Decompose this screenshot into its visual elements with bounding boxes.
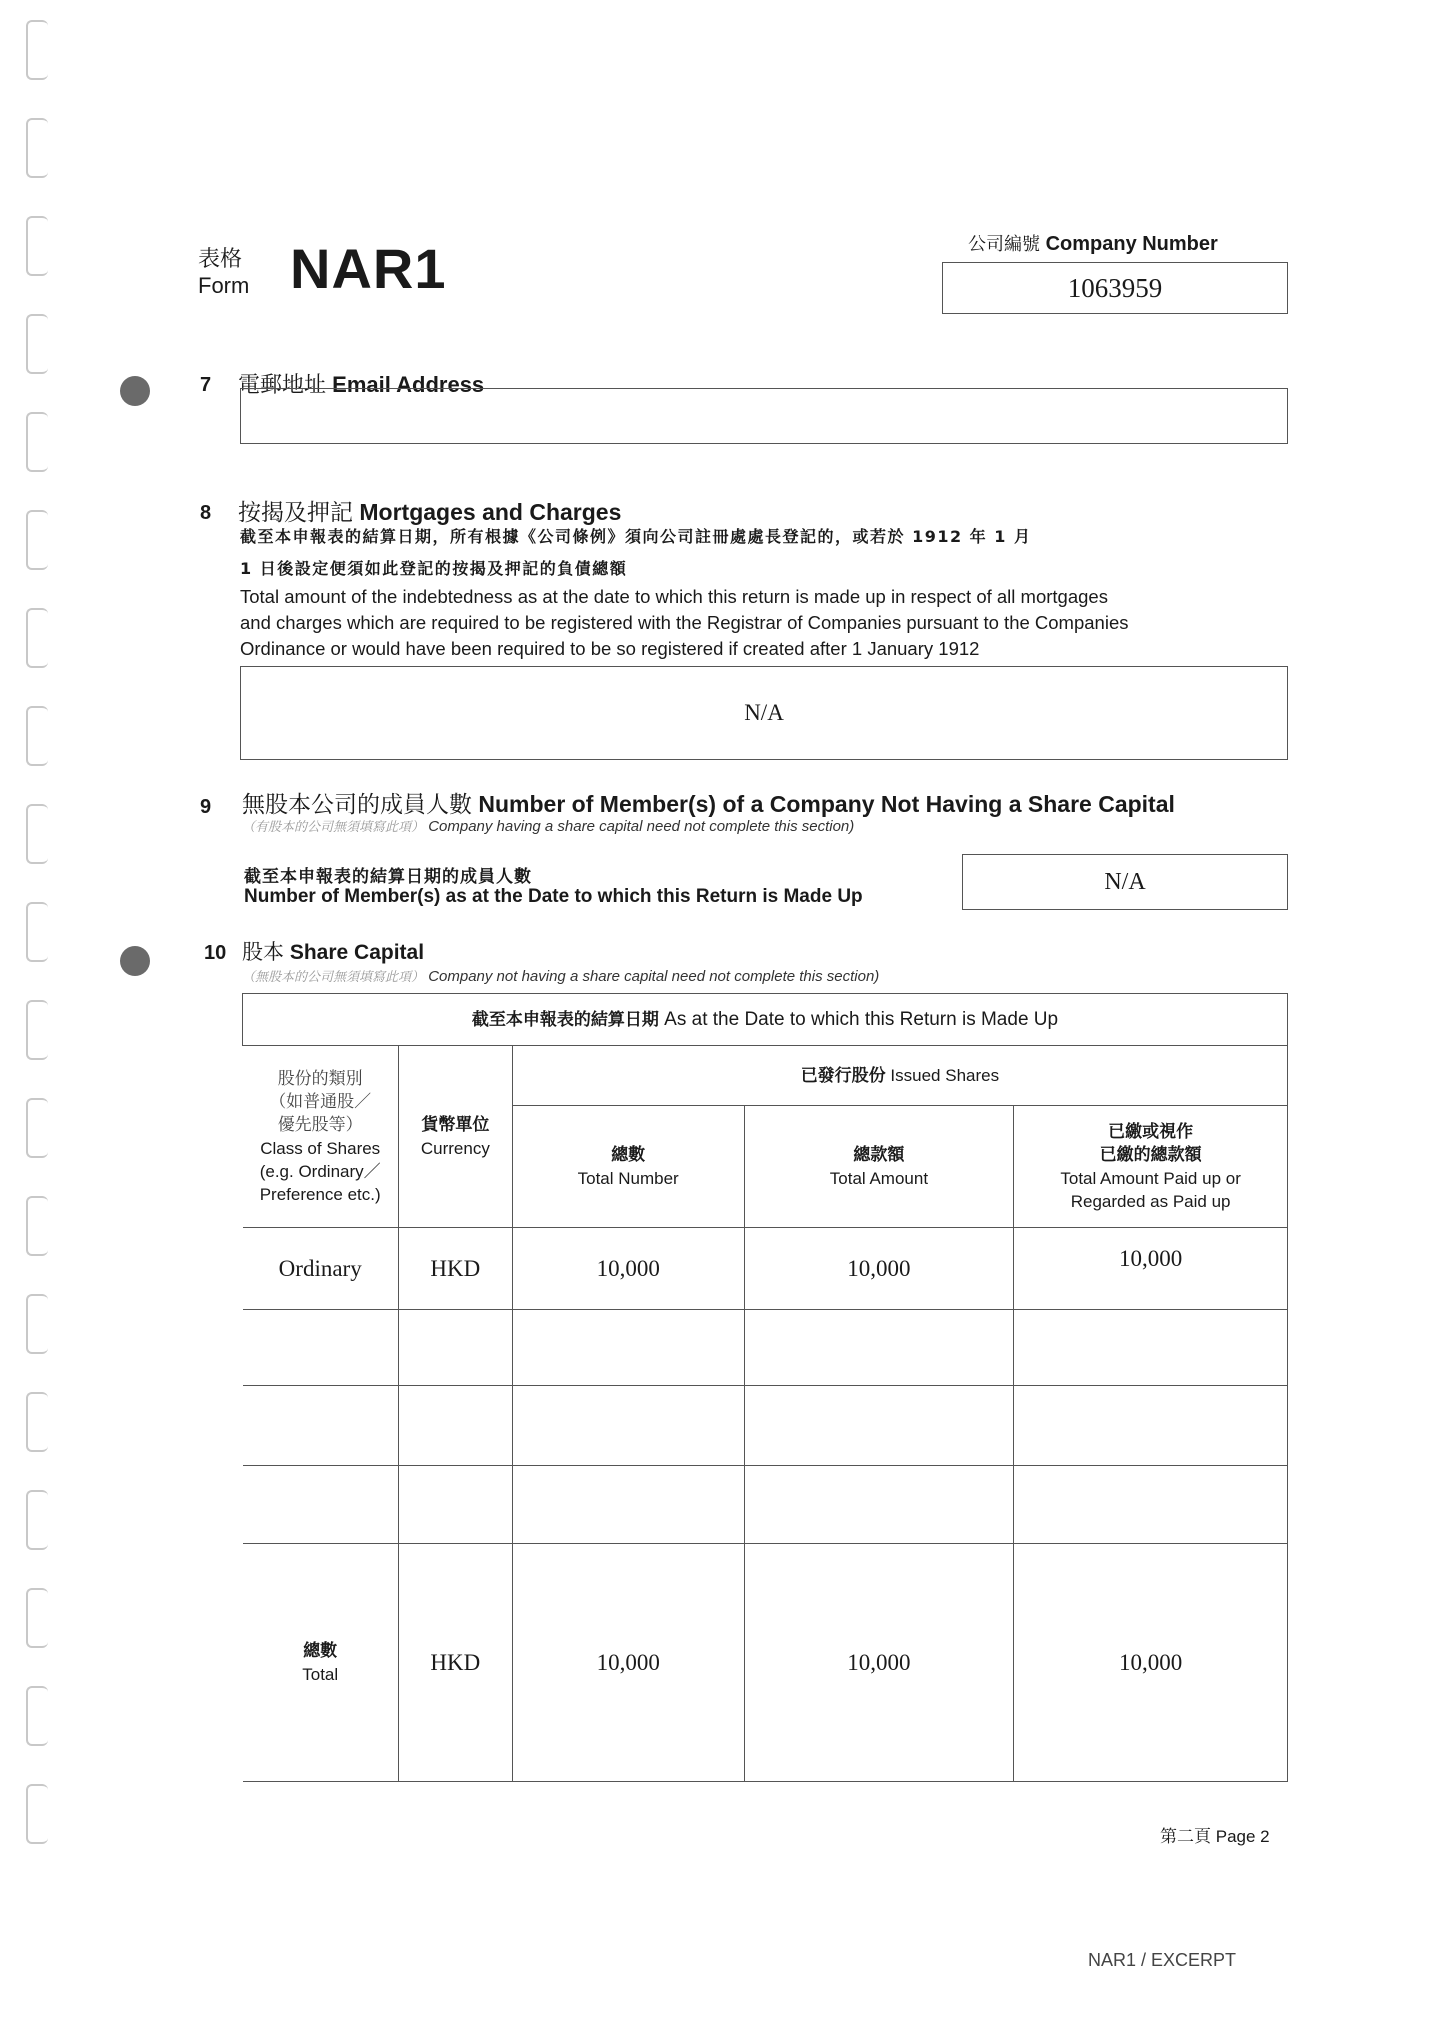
binder-ring bbox=[26, 412, 48, 472]
total-row-total-amount[interactable]: 10,000 bbox=[744, 1544, 1014, 1782]
section8-desc-en-2: and charges which are required to be registered with the Registrar of Companies pursuant to the Companies bbox=[240, 612, 1129, 633]
binder-ring bbox=[26, 608, 48, 668]
issued-shares-header-en: Issued Shares bbox=[890, 1065, 1000, 1085]
class-header-en-3: Preference etc.) bbox=[259, 1184, 381, 1204]
company-number-label bbox=[968, 230, 1218, 256]
empty-cell[interactable] bbox=[1014, 1466, 1288, 1544]
total-amount-header bbox=[744, 1106, 1014, 1228]
share-capital-table bbox=[242, 993, 1288, 1782]
section8-number: 8 bbox=[200, 502, 212, 524]
total-amount-header-zh: 總款額 bbox=[853, 1144, 905, 1165]
section9-label-en: Number of Member(s) as at the Date to which this Return is Made Up bbox=[244, 886, 863, 907]
row1-currency[interactable]: HKD bbox=[398, 1228, 512, 1310]
section8-title bbox=[238, 494, 621, 527]
section8-desc-zh-1: 截至本申報表的結算日期，所有根據《公司條例》須向公司註冊處處長登記的，或若於 1912 年 1 月 bbox=[240, 527, 1032, 546]
section9-title-en: Number of Member(s) of a Company Not Having a Share Capital bbox=[478, 791, 1175, 817]
total-number-header-en: Total Number bbox=[577, 1168, 679, 1188]
binder-ring bbox=[26, 1098, 48, 1158]
empty-cell[interactable] bbox=[744, 1386, 1014, 1466]
row1-class[interactable]: Ordinary bbox=[243, 1228, 399, 1310]
section10-title bbox=[242, 936, 424, 966]
mortgages-value: N/A bbox=[744, 700, 784, 725]
table-row bbox=[243, 1466, 1288, 1544]
total-row-currency[interactable]: HKD bbox=[398, 1544, 512, 1782]
row1-paid-up[interactable]: 10,000 bbox=[1014, 1228, 1288, 1310]
binder-ring bbox=[26, 1588, 48, 1648]
empty-cell[interactable] bbox=[512, 1386, 744, 1466]
binder-ring bbox=[26, 1196, 48, 1256]
class-header-en-2: (e.g. Ordinary／ bbox=[259, 1161, 381, 1181]
table-row bbox=[243, 1228, 1288, 1310]
form-code: NAR1 bbox=[290, 237, 447, 300]
excerpt-label: NAR1 / EXCERPT bbox=[1088, 1950, 1237, 1970]
binder-ring bbox=[26, 20, 48, 80]
section10-number: 10 bbox=[204, 942, 227, 964]
mortgages-field[interactable] bbox=[240, 666, 1288, 760]
punch-hole bbox=[120, 376, 150, 406]
company-number-value: 1063959 bbox=[1067, 273, 1163, 303]
section9-note bbox=[242, 816, 854, 835]
page-number-en: Page 2 bbox=[1215, 1827, 1270, 1846]
empty-cell[interactable] bbox=[398, 1310, 512, 1386]
form-label-en: Form bbox=[198, 273, 250, 298]
binder-ring bbox=[26, 1294, 48, 1354]
empty-cell[interactable] bbox=[1014, 1386, 1288, 1466]
empty-cell[interactable] bbox=[398, 1386, 512, 1466]
total-number-header bbox=[512, 1106, 744, 1228]
member-count-field[interactable] bbox=[962, 854, 1288, 910]
total-row-label-en: Total bbox=[302, 1664, 339, 1684]
class-header-en-1: Class of Shares bbox=[260, 1138, 381, 1158]
currency-header-zh: 貨幣單位 bbox=[421, 1114, 490, 1135]
company-number-label-en: Company Number bbox=[1045, 233, 1218, 255]
section9-label-zh: 截至本申報表的結算日期的成員人數 bbox=[244, 867, 532, 887]
binder-ring bbox=[26, 216, 48, 276]
currency-header bbox=[398, 1046, 512, 1228]
paid-up-header-zh-1: 已繳或視作 bbox=[1108, 1121, 1194, 1142]
section7-title-zh: 電郵地址 bbox=[238, 373, 327, 398]
paid-up-header-en-2: Regarded as Paid up bbox=[1070, 1191, 1231, 1211]
member-count-value: N/A bbox=[1104, 869, 1146, 895]
section8-desc-en bbox=[240, 584, 1300, 662]
section10-note-en: Company not having a share capital need not complete this section) bbox=[428, 968, 880, 985]
page-number bbox=[1160, 1822, 1270, 1847]
section7-number: 7 bbox=[200, 374, 212, 396]
section7-title-en: Email Address bbox=[332, 372, 485, 397]
empty-cell[interactable] bbox=[744, 1466, 1014, 1544]
empty-cell[interactable] bbox=[744, 1310, 1014, 1386]
form-label-zh: 表格 bbox=[198, 247, 243, 272]
total-row-label bbox=[243, 1544, 399, 1782]
email-address-field[interactable] bbox=[240, 388, 1288, 444]
binder-ring bbox=[26, 804, 48, 864]
table-date-header-zh: 截至本申報表的結算日期 bbox=[471, 1009, 659, 1030]
punch-hole bbox=[120, 946, 150, 976]
empty-cell[interactable] bbox=[243, 1310, 399, 1386]
binder-ring bbox=[26, 1784, 48, 1844]
issued-shares-header bbox=[512, 1046, 1287, 1106]
binder-ring bbox=[26, 902, 48, 962]
empty-cell[interactable] bbox=[1014, 1310, 1288, 1386]
section9-number: 9 bbox=[200, 796, 212, 818]
section8-desc-zh-2: 1 日後設定便須如此登記的按揭及押記的負債總額 bbox=[240, 559, 628, 578]
binder-ring bbox=[26, 706, 48, 766]
issued-shares-header-zh: 已發行股份 bbox=[800, 1065, 886, 1086]
row1-total-number[interactable]: 10,000 bbox=[512, 1228, 744, 1310]
total-row bbox=[243, 1544, 1288, 1782]
empty-cell[interactable] bbox=[512, 1310, 744, 1386]
binder-ring bbox=[26, 1686, 48, 1746]
class-header-zh-1: 股份的類別 bbox=[277, 1068, 363, 1089]
section10-note-zh: （無股本的公司無須填寫此項） bbox=[242, 970, 425, 985]
total-row-paid-up[interactable]: 10,000 bbox=[1014, 1544, 1288, 1782]
total-number-header-zh: 總數 bbox=[611, 1144, 646, 1165]
section9-note-en: Company having a share capital need not complete this section) bbox=[428, 818, 855, 835]
company-number-box[interactable] bbox=[942, 262, 1288, 314]
total-amount-header-en: Total Amount bbox=[829, 1168, 929, 1188]
company-number-label-zh: 公司編號 bbox=[968, 234, 1040, 255]
empty-cell[interactable] bbox=[398, 1466, 512, 1544]
page-number-zh: 第二頁 bbox=[1160, 1827, 1211, 1847]
section8-desc-en-3: Ordinance or would have been required to be so registered if created after 1 January 1912 bbox=[240, 638, 980, 659]
paid-up-header-en-1: Total Amount Paid up or bbox=[1060, 1168, 1241, 1188]
paid-up-header-zh-2: 已繳的總款額 bbox=[1099, 1144, 1202, 1165]
binder-ring bbox=[26, 118, 48, 178]
section9-note-zh: （有股本的公司無須填寫此項） bbox=[242, 820, 425, 835]
binder-ring bbox=[26, 1000, 48, 1060]
empty-cell[interactable] bbox=[243, 1466, 399, 1544]
class-header-zh-3: 優先股等） bbox=[277, 1114, 363, 1135]
class-header-zh-2: （如普通股／ bbox=[269, 1091, 372, 1112]
section10-title-en: Share Capital bbox=[289, 941, 425, 964]
binder-ring bbox=[26, 314, 48, 374]
empty-cell[interactable] bbox=[243, 1386, 399, 1466]
currency-header-en: Currency bbox=[420, 1138, 490, 1158]
section9-title-zh: 無股本公司的成員人數 bbox=[242, 792, 472, 818]
empty-cell[interactable] bbox=[512, 1466, 744, 1544]
section8-desc-en-1: Total amount of the indebtedness as at the date to which this return is made up in respect of all mortgages bbox=[240, 586, 1108, 607]
paid-up-header bbox=[1014, 1106, 1288, 1228]
section9-title bbox=[242, 786, 1175, 819]
section10-title-zh: 股本 bbox=[242, 940, 284, 964]
class-of-shares-header bbox=[243, 1046, 399, 1228]
table-date-header-en: As at the Date to which this Return is Made Up bbox=[664, 1008, 1059, 1030]
section8-title-zh: 按揭及押記 bbox=[238, 500, 353, 526]
section8-title-en: Mortgages and Charges bbox=[359, 499, 622, 525]
table-row bbox=[243, 1386, 1288, 1466]
section10-note bbox=[242, 966, 879, 985]
binder-ring bbox=[26, 1392, 48, 1452]
total-row-label-zh: 總數 bbox=[303, 1640, 338, 1661]
table-row bbox=[243, 1310, 1288, 1386]
total-row-total-number[interactable]: 10,000 bbox=[512, 1544, 744, 1782]
binder-ring bbox=[26, 510, 48, 570]
binder-ring bbox=[26, 1490, 48, 1550]
table-date-header bbox=[243, 994, 1288, 1046]
row1-total-amount[interactable]: 10,000 bbox=[744, 1228, 1014, 1310]
